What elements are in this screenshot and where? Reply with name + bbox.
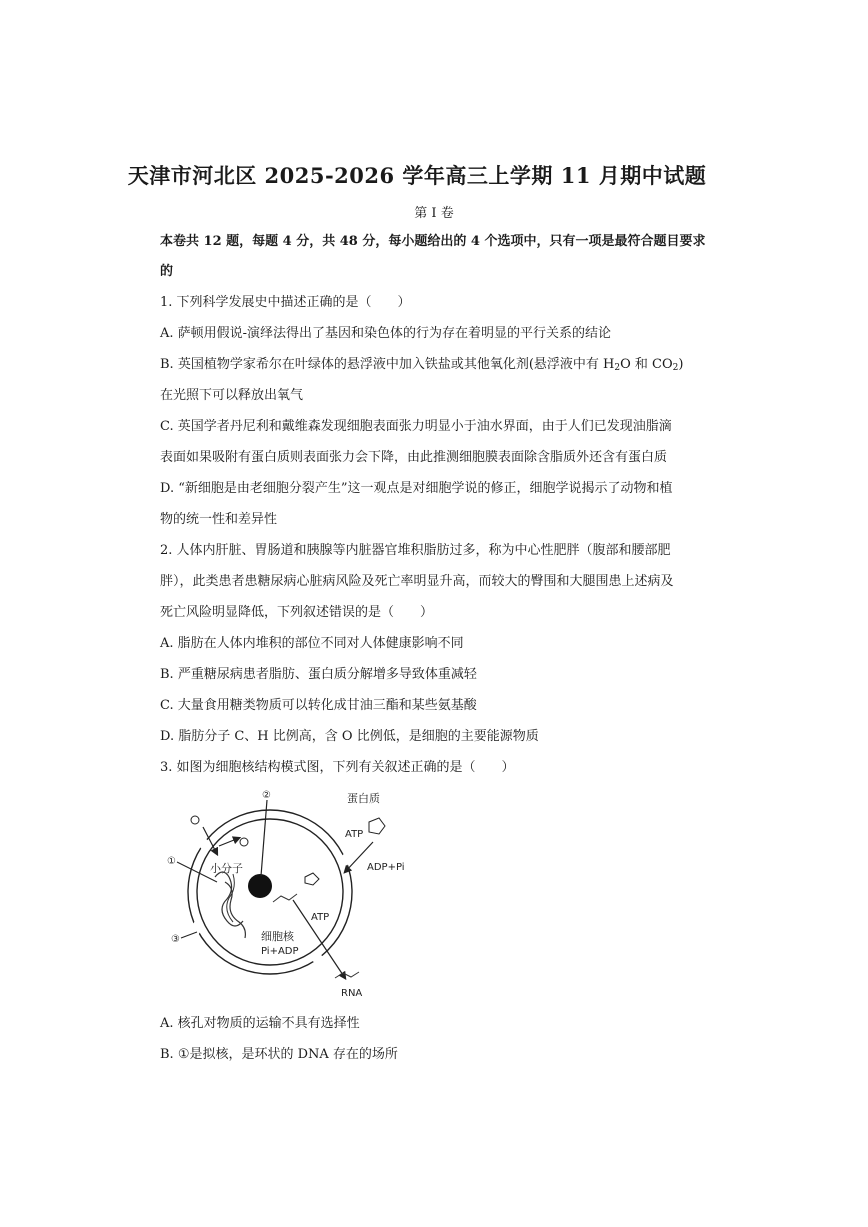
- question-1-option-d: D. “新细胞是由老细胞分裂产生”这一观点是对细胞学说的修正，细胞学说揭示了动物和植: [160, 481, 673, 496]
- question-3-option-a: A. 核孔对物质的运输不具有选择性: [160, 1016, 360, 1031]
- instruction-line: 本卷共 12 题，每题 4 分，共 48 分，每小题给出的 4 个选项中，只有一项是最符合题目要求: [160, 234, 706, 249]
- option-b-text: ): [678, 357, 684, 372]
- transport-arrow: [219, 838, 239, 846]
- question-2-option-a: A. 脂肪在人体内堆积的部位不同对人体健康影响不同: [160, 636, 464, 651]
- question-2-option-c: C. 大量食用糖类物质可以转化成甘油三酯和某些氨基酸: [160, 698, 477, 713]
- small-molecule-icon: [240, 838, 248, 846]
- label-protein: 蛋白质: [347, 792, 380, 805]
- nuclear-pore: [188, 920, 204, 937]
- question-1-option-c: C. 英国学者丹尼利和戴维森发现细胞表面张力明显小于油水界面，由于人们已发现油脂滴: [160, 419, 672, 434]
- question-1-option-b-cont: 在光照下可以释放出氧气: [160, 388, 304, 403]
- question-1-option-a: A. 萨顿用假说-演绎法得出了基因和染色体的行为存在着明显的平行关系的结论: [160, 326, 612, 341]
- question-3-stem: 3. 如图为细胞核结构模式图，下列有关叙述正确的是（ ）: [160, 760, 515, 775]
- question-2-stem-cont: 胖），此类患者患糖尿病心脏病风险及死亡率明显升高，而较大的臀围和大腿围患上述病及: [160, 574, 674, 589]
- question-2-option-b: B. 严重糖尿病患者脂肪、蛋白质分解增多导致体重减轻: [160, 667, 477, 682]
- rna-strand: [335, 972, 359, 978]
- label-atp-top: ATP: [345, 829, 364, 840]
- exam-title: 天津市河北区 2025-2026 学年高三上学期 11 月期中试题: [127, 163, 707, 188]
- volume-label: 第 I 卷: [414, 206, 454, 221]
- label-2: ②: [262, 790, 271, 801]
- question-3-option-b: B. ①是拟核，是环状的 DNA 存在的场所: [160, 1047, 398, 1062]
- question-1-stem: 1. 下列科学发展史中描述正确的是（ ）: [160, 295, 411, 310]
- instruction-line: 的: [160, 264, 174, 279]
- label-small-molecule: 小分子: [210, 862, 243, 875]
- chromatin: [225, 882, 245, 938]
- question-1-option-d-cont: 物的统一性和差异性: [160, 512, 278, 527]
- leader-line: [261, 800, 267, 876]
- small-molecule-icon: [191, 816, 199, 824]
- nucleus-diagram: [155, 782, 425, 1002]
- option-b-text: O 和 CO: [620, 357, 673, 372]
- label-atp-mid: ATP: [311, 912, 330, 923]
- question-2-stem-cont: 死亡风险明显降低，下列叙述错误的是（ ）: [160, 605, 434, 620]
- nucleolus: [248, 874, 272, 898]
- protein-icon: [369, 818, 385, 834]
- option-b-text: B. 英国植物学家希尔在叶绿体的悬浮液中加入铁盐或其他氧化剂(悬浮液中有 H: [160, 357, 615, 372]
- question-2-option-d: D. 脂肪分子 C、H 比例高，含 O 比例低，是细胞的主要能源物质: [160, 729, 539, 744]
- label-rna: RNA: [341, 988, 363, 999]
- question-2-stem: 2. 人体内肝脏、胃肠道和胰腺等内脏器官堆积脂肪过多，称为中心性肥胖（腹部和腰部肥: [160, 543, 671, 558]
- label-pi-adp: Pi+ADP: [261, 946, 299, 957]
- label-1: ①: [167, 856, 176, 867]
- nucleus-diagram-svg: [155, 782, 425, 1002]
- label-adp-pi: ADP+Pi: [367, 862, 405, 873]
- label-3: ③: [171, 934, 180, 945]
- protein-icon: [305, 873, 319, 885]
- question-1-option-c-cont: 表面如果吸附有蛋白质则表面张力会下降，由此推测细胞膜表面除含脂质外还含有蛋白质: [160, 450, 668, 465]
- label-nucleus: 细胞核: [261, 930, 294, 943]
- subscript: 2: [614, 363, 621, 373]
- subscript: 2: [672, 363, 679, 373]
- question-1-option-b: [160, 356, 720, 374]
